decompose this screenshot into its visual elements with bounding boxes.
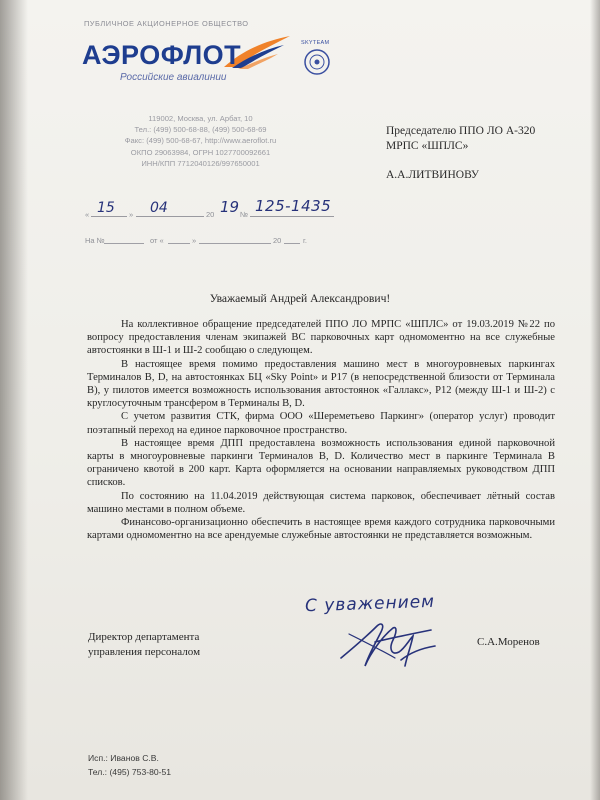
company-type: ПУБЛИЧНОЕ АКЦИОНЕРНОЕ ОБЩЕСТВО bbox=[84, 19, 249, 28]
aeroflot-tagline: Российские авиалинии bbox=[120, 72, 227, 83]
inn-line: ИНН/КПП 7712040126/997650001 bbox=[141, 158, 260, 168]
okpo-line: ОКПО 29063984, ОГРН 1027700092661 bbox=[130, 147, 271, 157]
signatory-title bbox=[88, 630, 200, 660]
addressee-line-1: Председателю ППО ЛО А-320 bbox=[386, 125, 536, 137]
handwritten-note: С уважением bbox=[304, 591, 436, 617]
aeroflot-wordmark: АЭРОФЛОТ bbox=[82, 40, 242, 70]
paragraph: В настоящее время помимо предоставления машино мест в многоуровневых паркингах Терминалов B, D, на автостоянках БЦ «Sky Point» и Р17 (в непосредственной близости от Терминала B), у пилотов имеется возможность использования автостоянок «Галлакс», Р12 (между Ш-1 и Ш-2) с круглосуточным трансфером в Терминалы B, D. bbox=[87, 358, 555, 410]
handwritten-signature bbox=[335, 612, 445, 672]
page-shadow-left bbox=[0, 0, 28, 800]
skyteam-icon bbox=[299, 40, 335, 80]
outgoing-day: 15 bbox=[97, 200, 115, 216]
signatory-name: С.А.Моренов bbox=[477, 636, 540, 648]
address-line: 119002, Москва, ул. Арбат, 10 bbox=[148, 114, 253, 123]
signatory-title-line-2: управления персоналом bbox=[88, 646, 201, 658]
skyteam-text: SKYTEAM bbox=[301, 40, 330, 46]
page-shadow-right bbox=[590, 0, 600, 800]
fax-line: Факс: (499) 500-68-67, http://www.aeroflot.ru bbox=[124, 136, 277, 146]
skyteam-logo bbox=[299, 40, 335, 80]
paragraph: По состоянию на 11.04.2019 действующая система парковок, обеспечивает лётный состав машино местами в полном объеме. bbox=[87, 490, 555, 515]
phone-line: Тел.: (499) 500-68-88, (499) 500-68-69 bbox=[134, 125, 267, 135]
executor-phone: Тел.: (495) 753-80-51 bbox=[88, 766, 172, 777]
outgoing-number: 125-1435 bbox=[255, 197, 332, 215]
outgoing-date-open-quote: « bbox=[85, 210, 90, 219]
paragraph: С учетом развития СТК, фирма ООО «Шереметьево Паркинг» (оператор услуг) проводит поэтапный переход на единое парковочное пространство. bbox=[87, 411, 555, 436]
paragraph: На коллективное обращение председателей ППО ЛО МРПС «ШПЛС» от 19.03.2019 №22 по вопросу предоставления членам экипажей ВС парковочных карт одномоментно на все служебные автостоянки в Ш-1 и Ш-2 сообщаю о следующем. bbox=[87, 319, 555, 357]
in-reply-year-prefix: 20 bbox=[273, 236, 282, 245]
outgoing-number-label: № bbox=[240, 210, 249, 219]
letter-body bbox=[87, 318, 555, 542]
addressee-block bbox=[386, 124, 535, 183]
in-reply-label: На № bbox=[85, 236, 105, 245]
company-address bbox=[93, 113, 308, 169]
addressee-line-2: МРПС «ШПЛС» bbox=[386, 140, 469, 152]
addressee-name: А.А.ЛИТВИНОВУ bbox=[386, 169, 479, 181]
letter-page: ПУБЛИЧНОЕ АКЦИОНЕРНОЕ ОБЩЕСТВО АЭРОФЛОТ Российские авиалинии SKYTEAM 119002, Москва, ул. Арбат, 10 Тел.: (499) 500-68-88, (499) 500-68-69 Факс: (499) 500-68-67, http://www.aeroflot.ru ОКПО 29063984, ОГРН 1027700092661 ИНН/КПП 7712040126/997650001 « 15 » 04 20 19 № 125-1435 На № от « » 20 г. Председателю ППО ЛО А-320 МРПС «ШПЛС» А.А.ЛИТВИНОВУ Уважаемый Андрей Александрович! На коллективное обращение председателей ППО ЛО МРПС «ШПЛС» от 19.03.2019 №22 по вопросу предоставления членам экипажей ВС парковочных карт одномоментно на все служебные автостоянки в Ш-1 и Ш-2 сообщаю о следующем. В настоящее время помимо предоставления машино мест в многоуровневых паркингах Терминалов B, D, на автостоянках БЦ «Sky Point» и Р17 (в непосредственной близости от Терминала B), у пилотов имеется возможность использования автостоянок «Галлакс», Р12 (между Ш-1 и Ш-2) с круглосуточным трансфером в Терминалы B, D. С учетом развития СТК, фирма ООО «Шереметьево Паркинг» (оператор услуг) проводит поэтапный переход на единое парковочное пространство. В настоящее время ДПП предоставлена возможность использования единой парковочной карты в многоуровневые паркинги Терминалов B, D. Количество мест в паркинге Терминала B ограничено квотой в 200 карт. Карта оформляется на основании направляемых руководством ДПП списков. По состоянию на 11.04.2019 действующая система парковок, обеспечивает лётный состав машино местами в полном объеме. Финансово-организационно обеспечить в настоящее время каждого сотрудника парковочными картами одномоментно на все арендуемые служебные автостоянки не представляется возможным. С уважением Директор департамента управления персоналом С.А.Моренов Исп.: Иванов С.В. Тел.: (495) 753-80-51 bbox=[0, 0, 600, 800]
paragraph: В настоящее время ДПП предоставлена возможность использования единой парковочной карты в многоуровневые паркинги Терминалов B, D. Количество мест в паркинге Терминала B ограничено квотой в 200 карт. Карта оформляется на основании направляемых руководством ДПП списков. bbox=[87, 437, 555, 489]
in-reply-from-label: от « bbox=[150, 236, 164, 245]
executor-name: Исп.: Иванов С.В. bbox=[88, 753, 159, 763]
executor-block bbox=[88, 752, 171, 779]
outgoing-year-prefix: 20 bbox=[206, 210, 215, 219]
salutation: Уважаемый Андрей Александрович! bbox=[209, 292, 391, 305]
signatory-title-line-1: Директор департамента bbox=[88, 631, 200, 643]
in-reply-year-suffix: г. bbox=[303, 236, 307, 245]
outgoing-year: 19 bbox=[220, 198, 240, 216]
outgoing-month: 04 bbox=[150, 200, 168, 216]
paragraph: Финансово-организационно обеспечить в настоящее время каждого сотрудника парковочными картами одномоментно на все арендуемые служебные автостоянки не представляется возможным. bbox=[87, 517, 555, 542]
